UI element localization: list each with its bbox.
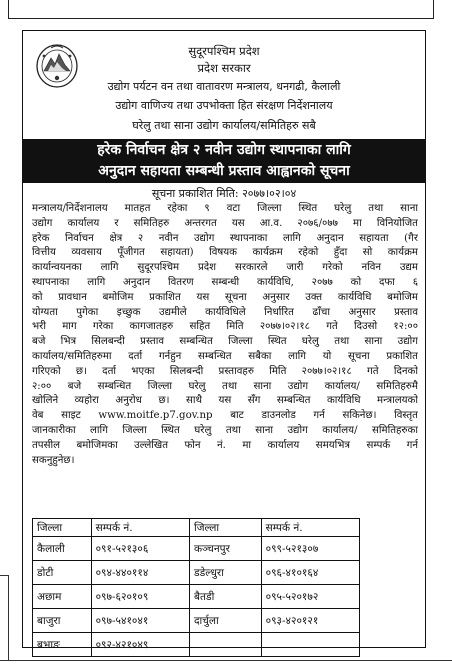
notice-title-banner: [23, 139, 425, 183]
contact-table: [32, 518, 360, 657]
phone-cell: ०९७-५४१०४१: [91, 609, 189, 633]
body-line: स्थापनाका लागि अनुदान वितरण सम्बन्धी कार्यविधि, २०७७ को दफा ६: [32, 276, 418, 288]
table-row: [33, 633, 360, 657]
adjacent-notice-fragment: [0, 575, 9, 660]
district-cell: कैलाली: [33, 537, 92, 561]
notice-box: [22, 30, 426, 651]
directorate-name: उद्योग वाणिज्य तथा उपभोक्ता हित संरक्षण निर्देशनालय: [115, 99, 333, 112]
phone-cell: ०९९-५२१३०७: [261, 537, 359, 561]
table-row: [33, 561, 360, 585]
phone-cell: ०९५-५२०१७२: [261, 585, 359, 609]
body-line: कार्यालय/समितिहरुमा दर्ता गर्नहुन सम्बन्धित सबैका लागि यो सूचना प्रकाशित: [32, 350, 418, 362]
table-header-row: [33, 519, 360, 537]
column-header-district: जिल्ला: [33, 519, 92, 537]
phone-cell: ०९४-४४०११४: [91, 561, 189, 585]
phone-cell: [261, 633, 359, 657]
body-line: उद्योग कार्यालय र समितिहरु अन्तरगत यस आ.व. २०७६/०७७ मा विनियोजित: [32, 217, 418, 229]
body-line: मन्त्रालय/निर्देशनालय मातहत रहेका ९ वटा जिल्ला स्थित घरेलु तथा साना: [32, 203, 418, 214]
government-name: प्रदेश सरकार: [197, 61, 251, 75]
column-header-district: जिल्ला: [189, 519, 261, 537]
body-line: हरेक निर्वाचन क्षेत्र २ नवीन उद्योग स्थापनाका लागि अनुदान सहायता (गैर: [32, 232, 418, 244]
ministry-name: उद्योग पर्यटन वन तथा वातावरण मन्त्रालय, धनगढी, कैलाली: [107, 80, 341, 93]
previous-notice-fragment: [0, 0, 452, 24]
body-line: तपसील बमोजिमका उल्लेखित फोन नं. मा कार्यालय समयभित्र सम्पर्क गर्न: [32, 439, 418, 451]
district-cell: अछाम: [33, 585, 92, 609]
district-cell: बभाङ: [33, 633, 92, 657]
column-header-contact: सम्पर्क नं.: [91, 519, 189, 537]
body-line: वेब साइट www.moitfe.p7.gov.np बाट डाउनलोड गर्न सकिनेछ। विस्तृत: [32, 410, 418, 422]
district-cell: डडेल्धुरा: [189, 561, 261, 585]
phone-cell: ०९३-४२०१२१: [261, 609, 359, 633]
district-cell: कञ्चनपुर: [189, 537, 261, 561]
table-row: [33, 537, 360, 561]
district-cell: बैतडी: [189, 585, 261, 609]
title-line-2: अनुदान सहायता सम्बन्धी प्रस्ताव आह्वानको सूचना: [98, 163, 350, 179]
province-name: सुदूरपश्चिम प्रदेश: [188, 44, 260, 58]
body-line: गरिएको छ। दर्ता भएका सिलबन्दी प्रस्तावहरु मिति २०७७।०२।१८ गते दिनको: [32, 365, 418, 377]
title-line-1: हरेक निर्वाचन क्षेत्र २ नवीन उद्योग स्थापनाका लागि: [97, 142, 351, 158]
body-line: बजे भित्र सिलबन्दी प्रस्ताव सम्बन्धित जिल्ला स्थित घरेलु तथा साना उद्योग: [32, 336, 418, 348]
body-line: योग्यता पुगेका इच्छुक उद्यमीले कार्यविधिले निर्धारित ढाँचा अनुसार प्रस्ताव: [32, 306, 418, 318]
district-cell: दार्चुला: [189, 609, 261, 633]
notice-body: [32, 202, 418, 468]
body-line: खोलिने व्यहोरा अनुरोध छ। साथै यस सँग सम्बन्धित कार्यविधि मन्त्रालयको: [32, 395, 418, 407]
phone-cell: ०९१-५२१३०६: [91, 537, 189, 561]
district-cell: [189, 633, 261, 657]
body-line: भरी माग गरेका कागजातहरु सहित मिति २०७७।०२।१८ गते दिउसो १२:००: [32, 321, 418, 333]
body-line: को प्रावधान बमोजिम प्रकाशित यस सूचना अनुसार उक्त कार्यविधि बमोजिम: [32, 291, 418, 303]
body-line: २:०० बजे सम्बन्धित जिल्ला घरेलु तथा साना उद्योग कार्यालय/ समितिहरुमै: [32, 380, 418, 392]
office-name: घरेलु तथा साना उद्योग कार्यालय/समितिहरु सबै: [132, 119, 316, 132]
table-row: [33, 609, 360, 633]
body-line: वित्तीय व्यवसाय पूँजीगत सहायता) विषयक कार्यक्रम रहेको हुँदा सो कार्यक्रम: [32, 247, 418, 259]
phone-cell: ०९२-४२१०४९: [91, 633, 189, 657]
body-line: कार्यान्वयनका लागि सुदूरपश्चिम प्रदेश सरकारले जारी गरेको नविन उद्यम: [32, 262, 418, 274]
phone-cell: ०९७-६२०१०९: [91, 585, 189, 609]
publication-date: सूचना प्रकाशित मिति: २०७७।०२।०४: [151, 187, 297, 200]
table-row: [33, 585, 360, 609]
column-header-contact: सम्पर्क नं.: [261, 519, 359, 537]
district-cell: डोटी: [33, 561, 92, 585]
district-cell: बाजुरा: [33, 609, 92, 633]
body-line: सकनुहुनेछ।: [32, 454, 75, 466]
body-line: जानकारीका लागि जिल्ला स्थित घरेलु तथा साना उद्योग कार्यालय/ समितिहरुका: [32, 424, 418, 436]
phone-cell: ०९६-४१०१६४: [261, 561, 359, 585]
